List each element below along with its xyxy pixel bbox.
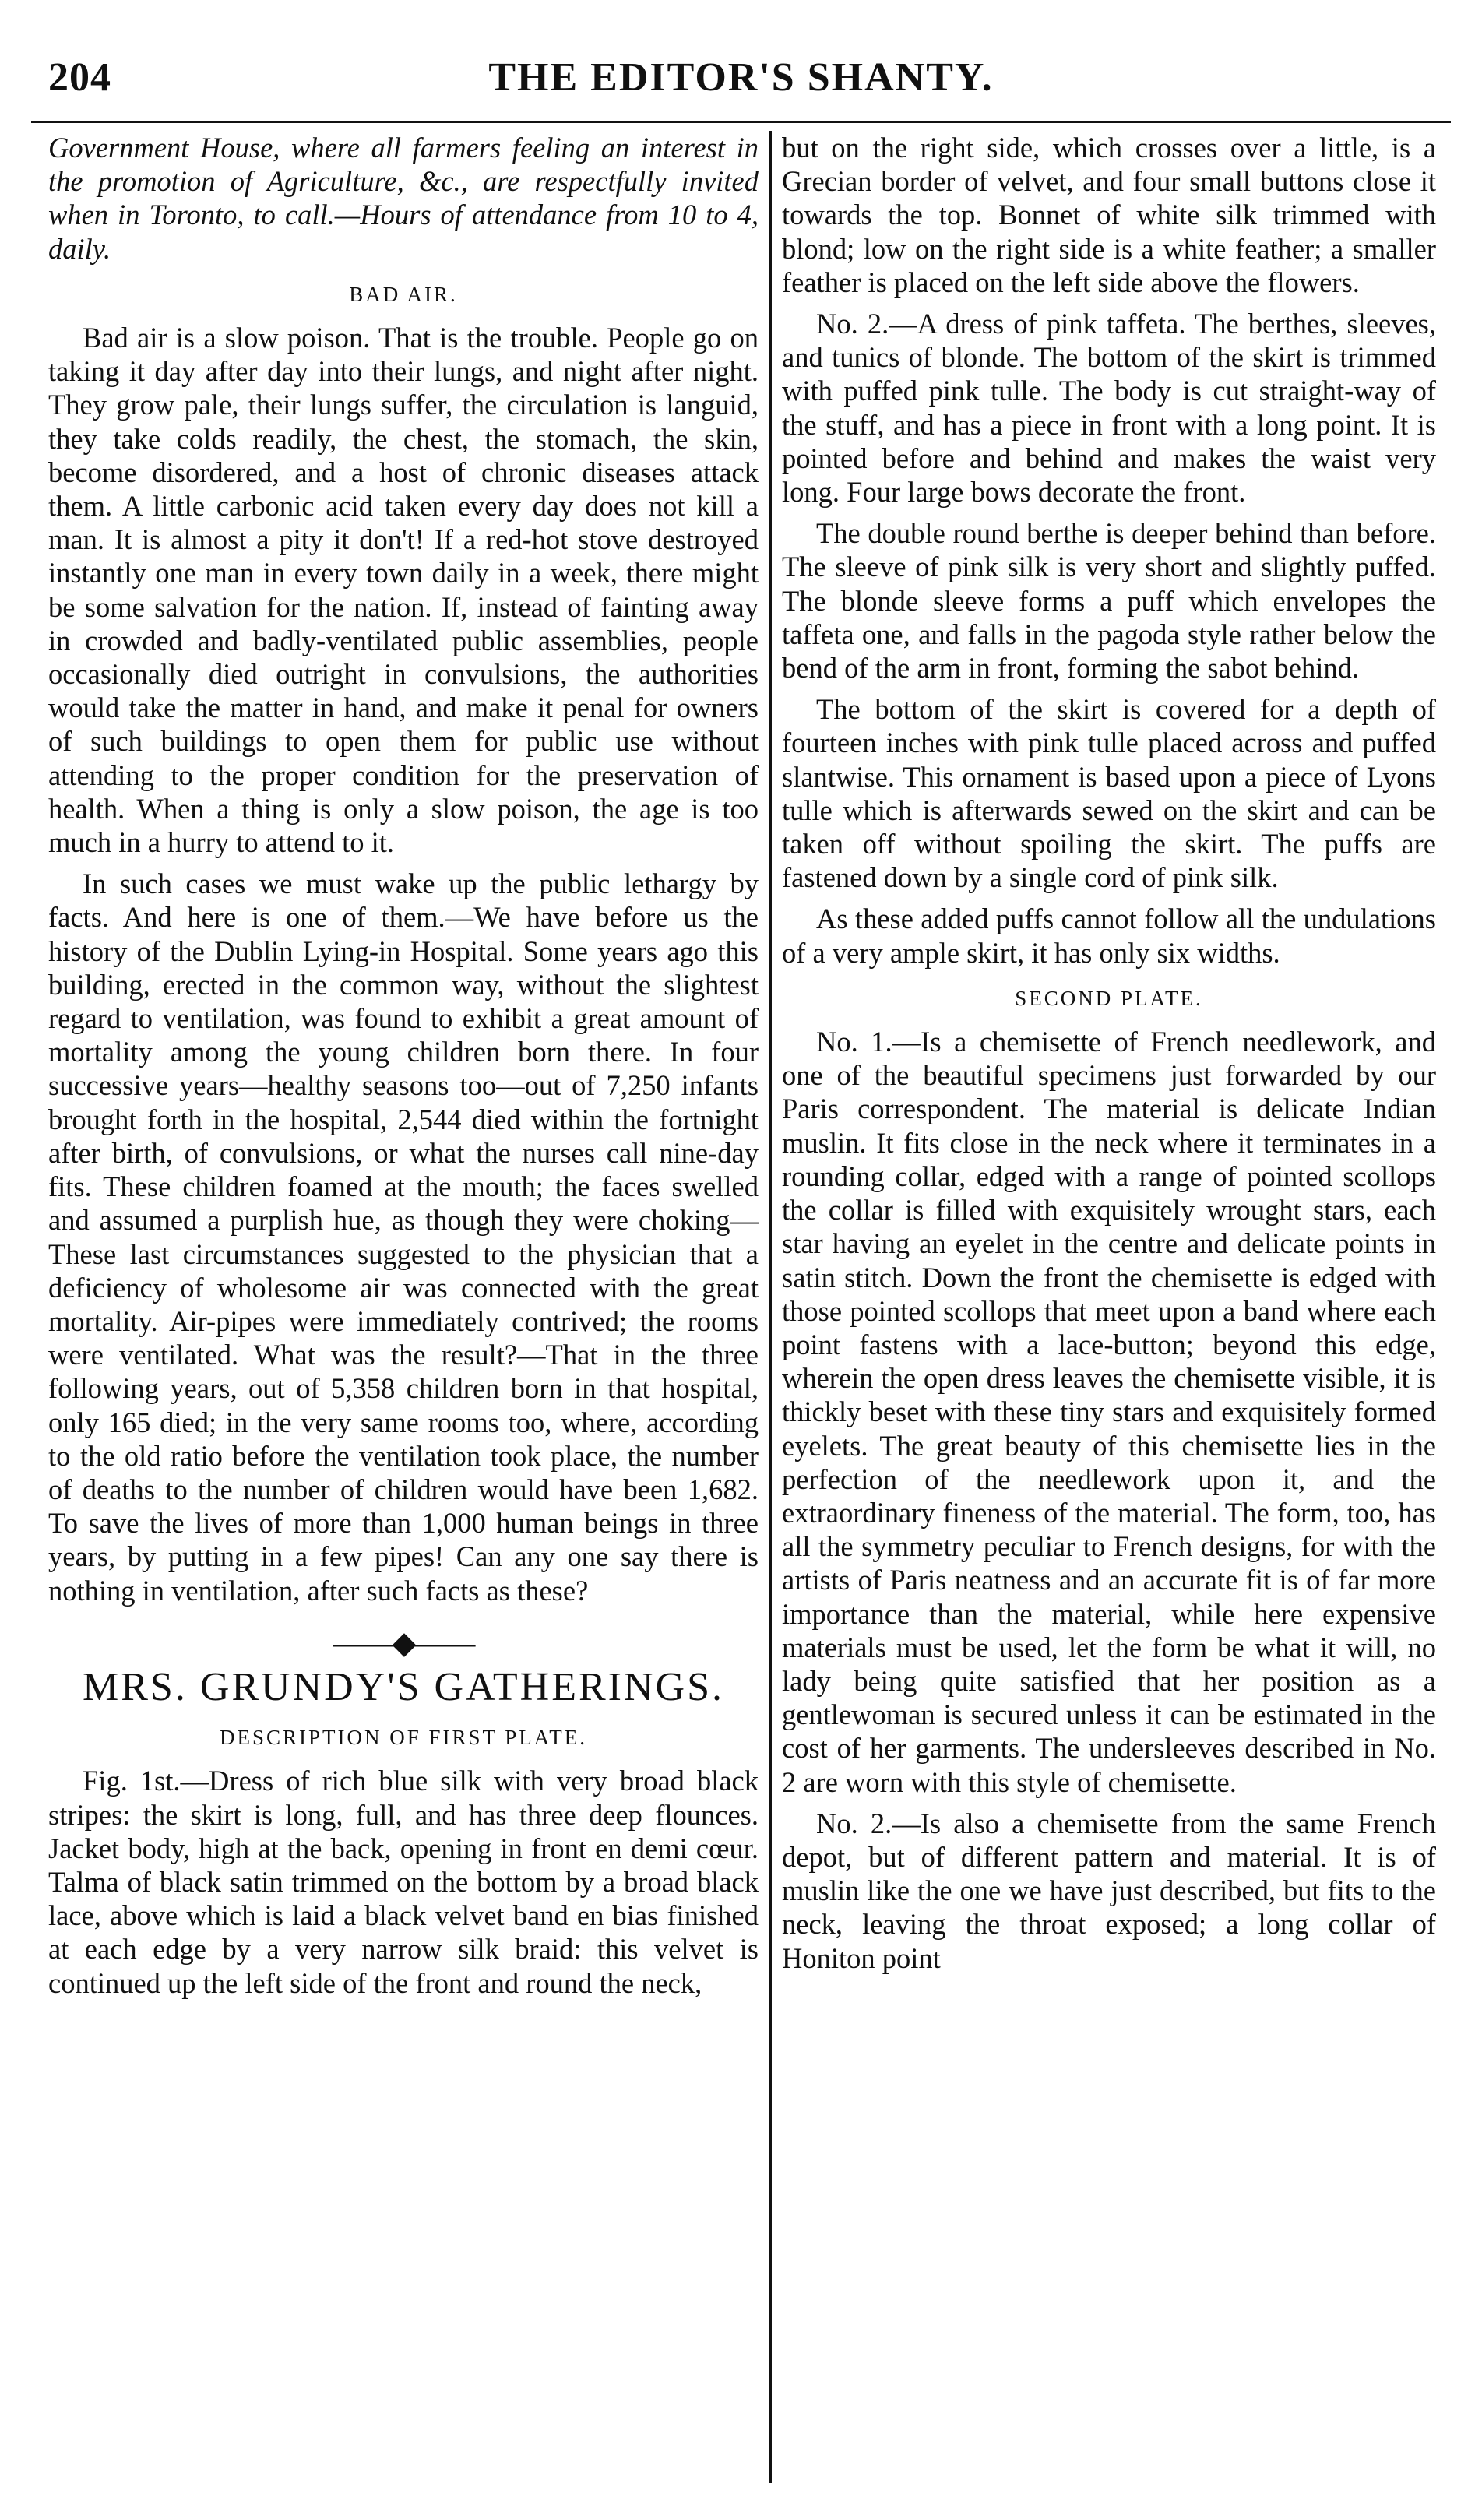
chemisette-no1-paragraph: No. 1.—Is a chemisette of French needlework, and one of the beautiful specimens just forwarded by our Paris correspondent. The material is delicate Indian muslin. It fits close in the neck where it terminates in a rounding collar, edged with a range of pointed scollops the collar is filled with exquisitely wrought stars, each star having an eyelet in the centre and delicate points in satin stitch. Down the front the chemisette is edged with those pointed scollops that meet upon a band where each point fastens with a lace-button; beyond this edge, wherein the open dress leaves the chemisette visible, it is thickly beset with these tiny stars and exquisitely formed eyelets. The great beauty of this chemisette lies in the perfection of the needlework upon it, and the extraordinary fineness of the material. The form, too, has all the symmetry peculiar to French designs, for with the artists of Paris neatness and an accurate fit is of far more importance than the material, while here expensive materials must be used, let the form be what it will, no lady being quite satisfied that her position as a gentlewoman is secured unless it can be estimated in the cost of her garments. The undersleeves described in No. 2 are worn with this style of chemisette. [782,1026,1436,1798]
bad-air-paragraph-1: Bad air is a slow poison. That is the trouble. People go on taking it day after day into their lungs, and night after night. They grow pale, their lungs suffer, the circulation is languid, they take colds readily, the chest, the stomach, the skin, become disordered, and a host of chronic diseases attack them. A little carbonic acid taken every day does not kill a man. It is almost a pity it don't! If a red-hot stove destroyed instantly one man in every town daily in a week, there might be some salvation for the nation. If, instead of fainting away in crowded and badly-ventilated public assemblies, people occasionally died outright in convulsions, the authorities would take the matter in hand, and make it penal for owners of such buildings to open them for public use without attending to the proper condition for the preservation of health. When a thing is only a slow poison, the age is too much in a hurry to attend to it. [48,322,759,859]
puffs-paragraph: As these added puffs cannot follow all the undulations of a very ample skirt, it has only six widths. [782,903,1436,969]
chemisette-no2-paragraph: No. 2.—Is also a chemisette from the same French depot, but of different pattern and material. It is of muslin like the one we have just described, but fits to the neck, leaving the throat exposed; a long collar of Honiton point [782,1807,1436,1974]
section-ornament: ——◆—— [333,1624,474,1660]
column-divider [769,131,772,2483]
intro-paragraph: Government House, where all farmers feeling an interest in the promotion of Agriculture, &c., are respectfully invited when in Toronto, to call.—Hours of attendance from 10 to 4, daily. [48,132,759,265]
first-plate-heading: DESCRIPTION OF FIRST PLATE. [219,1726,588,1750]
page-header [0,31,1482,125]
grundy-section-title: MRS. GRUNDY'S GATHERINGS. [82,1664,725,1709]
right-column [782,131,1436,2506]
fig1-paragraph: Fig. 1st.—Dress of rich blue silk with very broad black stripes: the skirt is long, full, and has three deep flounces. Jacket body, high at the back, opening in front en demi cœur. Talma of black satin trimmed on the bottom by a broad black lace, above which is laid a black velvet band en bias finished at each edge by a very narrow silk braid: this velvet is continued up the left side of the front and round the neck, [48,1765,759,1999]
bad-air-heading: BAD AIR. [349,282,458,306]
skirt-paragraph: The bottom of the skirt is covered for a depth of fourteen inches with pink tulle placed across and puffed slantwise. This ornament is based upon a piece of Lyons tulle which is afterwards sewed on the skirt and can be taken off without spoiling the skirt. The puffs are fastened down by a single cord of pink silk. [782,693,1436,894]
running-title: THE EDITOR'S SHANTY. [488,55,994,100]
header-rule [31,121,1451,123]
continued-paragraph: but on the right side, which crosses over a little, is a Grecian border of velvet, and four small buttons close it towards the top. Bonnet of white silk trimmed with blond; low on the right side is a white feather; a smaller feather is placed on the left side above the flowers. [782,132,1436,298]
no2-dress-paragraph: No. 2.—A dress of pink taffeta. The berthes, sleeves, and tunics of blonde. The bottom of the skirt is trimmed with puffed pink tulle. The body is cut straight-way of the stuff, and has a piece in front with a long point. It is pointed before and behind and makes the waist very long. Four large bows decorate the front. [782,308,1436,509]
berthe-paragraph: The double round berthe is deeper behind than before. The sleeve of pink silk is very short and slightly puffed. The blonde sleeve forms a puff which envelopes the taffeta one, and falls in the pagoda style rather below the bend of the arm in front, forming the sabot behind. [782,517,1436,685]
page-number: 204 [48,55,111,100]
bad-air-paragraph-2: In such cases we must wake up the public lethargy by facts. And here is one of them.—We have before us the history of the Dublin Lying-in Hospital. Some years ago this building, erected in the common way, without the slightest regard to ventilation, was found to exhibit a great amount of mortality among the young children born there. In four successive years—healthy seasons too—out of 7,250 infants brought forth in the hospital, 2,544 died within the fortnight after birth, of convulsions, or what the nurses call nine-day fits. These children foamed at the mouth; the faces swelled and assumed a purplish hue, as though they were choking—These last circumstances suggested to the physician that a deficiency of wholesome air was connected with the great mortality. Air-pipes were immediately contrived; the rooms were ventilated. What was the result?—That in the three following years, out of 5,358 children born in that hospital, only 165 died; in the very same rooms too, where, according to the old ratio before the ventilation took place, the number of deaths to the number of children would have been 1,682. To save the lives of more than 1,000 human beings in three years, by putting in a few pipes! Can any one say there is nothing in ventilation, after such facts as these? [48,868,759,1607]
second-plate-heading: SECOND PLATE. [1015,986,1203,1010]
left-column [48,131,759,2506]
